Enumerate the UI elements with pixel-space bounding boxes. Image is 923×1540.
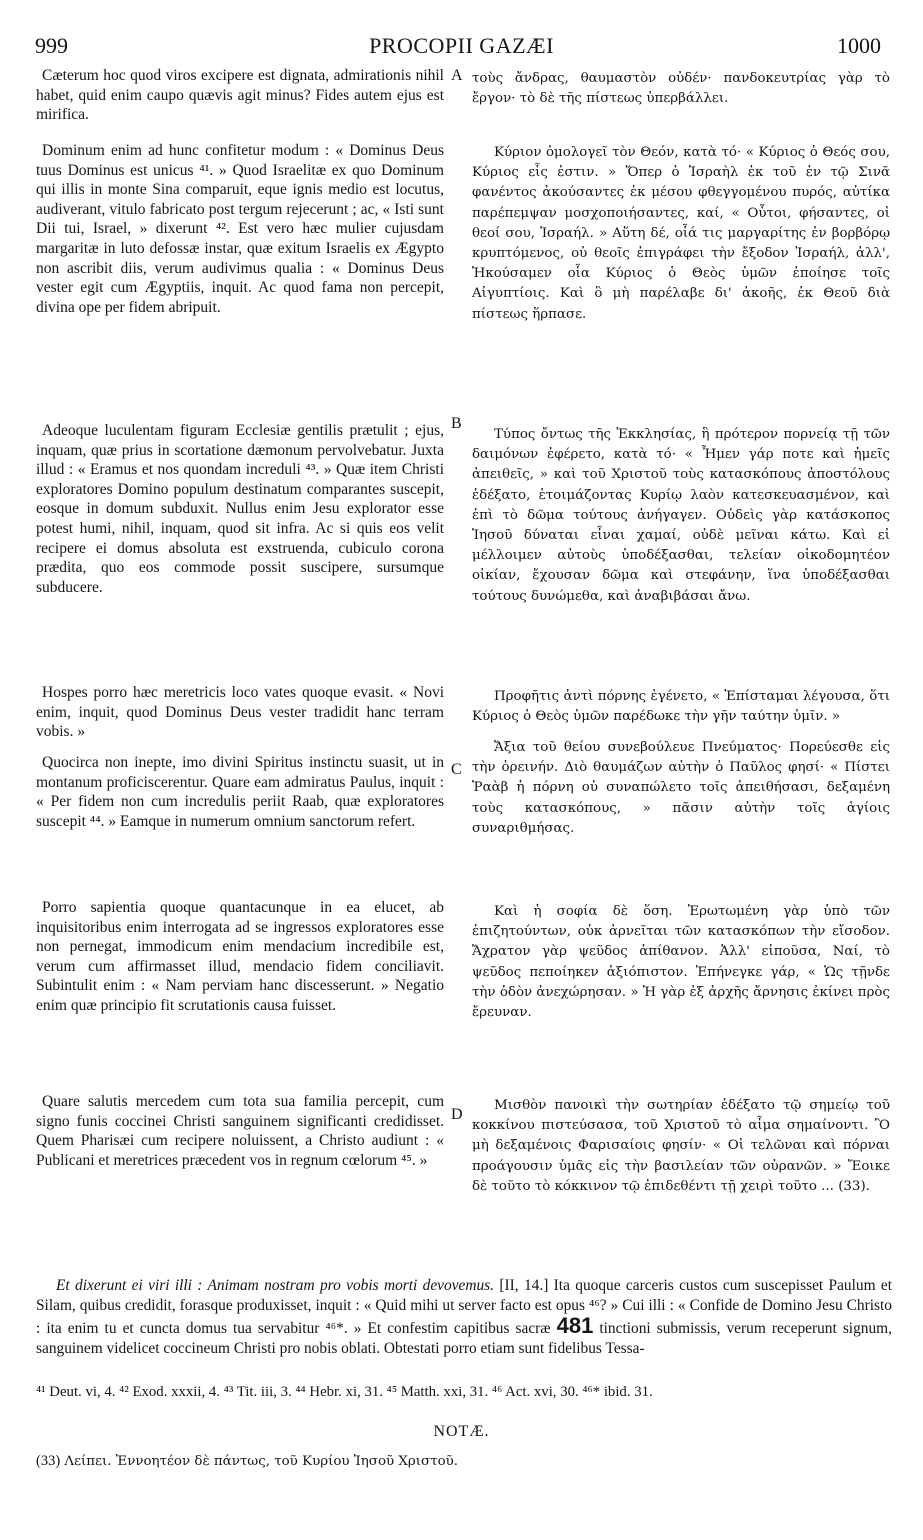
section-marker: B: [451, 415, 462, 432]
latin-paragraph: Porro sapientia quoque quantacunque in ea elucet, ab inquisitoribus enim interrogata ad se ingressos exploratores esse non pernegat, immodicum enim mendacium incredibile est, verum cum affirmasset illud, mendacio fidem conciliavit. Subintulit enim : « Nam perviam hanc discesserunt. » Negatio enim quæ principio fit scrutationis causa fuisset.: [36, 899, 444, 1014]
column-page-number: 481: [556, 1313, 594, 1338]
footnotes: ⁴¹ Deut. vi, 4. ⁴² Exod. xxxii, 4. ⁴³ Tit. iii, 3. ⁴⁴ Hebr. xi, 31. ⁴⁵ Matth. xxi, 31. ⁴⁶ Act. xvi, 30. ⁴⁶* ibid. 31.: [36, 1384, 653, 1400]
note-number: (33): [36, 1453, 61, 1469]
paragraph-text: tinctioni submissis, verum receperunt signum, sanguinem videlicet coccineum Christi pro nobis oblati. Obtestati porro etiam sunt fidelibus Tessa-: [36, 1320, 892, 1357]
scripture-lemma: Et dixerunt ei viri illi : Animam nostram pro vobis morti devovemus.: [56, 1277, 495, 1294]
section-marker: C: [451, 761, 462, 778]
page-number-left: 999: [35, 33, 68, 58]
section-marker: A: [451, 67, 463, 84]
latin-paragraph: Quocirca non inepte, imo divini Spiritus instinctu suasit, ut in montanum proficiscerentur. Quare eam admiratus Paulus, inquit : « Per fidem non cum incredulis periit Raab, quæ exploratores suscepit ⁴⁴. » Eamque in numerum omnium sanctorum refert.: [36, 754, 444, 830]
greek-paragraph: Ἄξια τοῦ θείου συνεβούλευε Πνεύματος· Πορεύεσθε εἰς τὴν ὀρεινήν. Διὸ θαυμάζων αὐτὴν ὁ Παῦλος φησί· « Πίστει Ῥαὰβ ἡ πόρνη οὐ συναπώλετο τοῖς ἀπειθήσασι, δεξαμένη τοὺς κατασκόπους, » πᾶσιν αὐτὴν τοῖς ἁγίοις συναριθμήσας.: [472, 740, 890, 836]
running-title: PROCOPII GAZÆI: [369, 33, 554, 58]
page-header: [0, 33, 923, 61]
latin-paragraph: Hospes porro hæc meretricis loco vates quoque evasit. « Novi enim, inquit, quod Dominus Deus vester tradidit hanc terram vobis. »: [36, 684, 444, 741]
greek-paragraph: Κύριον ὁμολογεῖ τὸν Θεόν, κατὰ τό· « Κύριος ὁ Θεός σου, Κύριος εἷς ἐστιν. » Ὅπερ ὁ Ἰσραὴλ ἐκ τοῦ ἐν τῷ Σινᾶ φανέντος ἀκούσαντες ἐκ μέσου φθεγγομένου πυρός, αὐτίκα παρέπεμψαν μοσχοποιήσαντες, καί, « Οὗτοι, φήσαντες, οἱ θεοί σου, Ἰσραήλ. » Αὕτη δέ, οἷά τις μαργαρίτης ἐν βορβόρῳ κρυπτόμενος, οὐ θεοῖς ἐπιγράφει τὴν ἔξοδον Ἰσραήλ, ἀλλ', Ἠκούσαμεν οἷα Κύριος ὁ Θεὸς ὑμῶν ἐποίησε τοῖς Αἰγυπτίοις. Καὶ ὃ μὴ παρέλαβε δι' ἀκοῆς, ἐκ Θεοῦ διὰ πίστεως ἥρπασε.: [472, 145, 890, 322]
notae-heading: NOTÆ.: [433, 1423, 490, 1440]
latin-paragraph: Quare salutis mercedem cum tota sua familia percepit, cum signo funis coccinei Christi sanguinem significanti credidisset. Quem Pharisæi cum recipere noluissent, a Christo audiunt : « Publicani et meretrices præcedent vos in regnum cœlorum ⁴⁵. »: [36, 1093, 444, 1169]
latin-paragraph: Cæterum hoc quod viros excipere est dignata, admirationis nihil habet, quid enim caupo quævis agit minus? Fides autem ejus est mirifica.: [36, 67, 444, 124]
greek-paragraph: τοὺς ἄνδρας, θαυμαστὸν οὐδέν· πανδοκευτρίας γὰρ τὸ ἔργον· τὸ δὲ τῆς πίστεως ὑπερβάλλει.: [472, 71, 890, 107]
latin-paragraph: Dominum enim ad hunc confitetur modum : « Dominus Deus tuus Dominus est unicus ⁴¹. » Quod Israelitæ ex quo Dominum qui illis in monte Sina comparuit, eque ignis medio est locutus, audiverant, vitulo fabricato post tergum rejecerunt ; ac, « Isti sunt Dii tui, Israel, » dixerunt ⁴². Est vero hæc mulier cujusdam margaritæ in luto defossæ instar, quæ exitum Israelis ex Ægypto non ascribit diis, verum audivimus qualia : « Dominus Deus vester egit cum Ægyptiis, inquit. Ac quod fama non percepit, divina ope per fidem abripuit.: [36, 142, 444, 316]
full-width-paragraph: [36, 1276, 892, 1359]
greek-paragraph: Καὶ ἡ σοφία δὲ ὅση. Ἐρωτωμένη γὰρ ὑπὸ τῶν ἐπιζητούντων, οὐκ ἀρνεῖται τῶν κατασκόπων τὴν εἴσοδον. Ἄχρατον γὰρ ψεῦδος ἀπίθανον. Ἀλλ' εἰποῦσα, Ναί, τὸ ψεῦδος πεποίηκεν ἀξιόπιστον. Ἐπήνεγκε γάρ, « Ὡς τῇνδε τὴν ὁδὸν ἀνεχώρησαν. » Ἡ γὰρ ἐξ ἀρχῆς ἄρνησις ἐκίνει πρὸς ἔρευναν.: [472, 904, 890, 1021]
latin-paragraph: Adeoque luculentam figuram Ecclesiæ gentilis prætulit ; ejus, inquam, quæ prius in scortatione dæmonum pervolvebatur. Juxta illud : « Eramus et nos quondam increduli ⁴³. » Quæ item Christi exploratores Domino populum destinatum comparantes suscepit, eosque in domum subduxit. Nullus enim Jesu explorator esse potest humi, nihil, inquam, quod sit infra. Ac si quis eos velit recipere ei domus absoluta est exstruenda, cubiculo corona prædita, quo eos commode possit suscipere, sursumque subducere.: [36, 422, 444, 596]
note-text: Λείπει. Ἐννοητέον δὲ πάντως, τοῦ Κυρίου Ἰησοῦ Χριστοῦ.: [60, 1454, 459, 1469]
paragraph-text: [II, 14.] Ita quoque carceris custos cum suscepisset Paulum et Silam, quibus credidit, forasque produxisset, inquit : « Quid mihi ut server facto est opus ⁴⁶? » Cui illi : « Confide de Domino Jesu Christo : ita enim tu et cuncta domus tua servabitur ⁴⁶*. » Et confestim capitibus sacræ: [36, 1277, 893, 1337]
greek-paragraph: Τύπος ὄντως τῆς Ἐκκλησίας, ἣ πρότερον πορνείᾳ τῇ τῶν δαιμόνων ἐφέρετο, κατὰ τό· « Ἦμεν γάρ ποτε καὶ ἡμεῖς ἀπειθεῖς, » καὶ τοῦ Χριστοῦ τοὺς κατασκόπους ἀποστόλους ἐδέξατο, ἑτοιμάζοντας Κυρίῳ λαὸν κατεσκευασμένον, καὶ ἐπὶ τὸ δῶμα τούτους ἀνήγαγεν. Οὐδεὶς γὰρ κατάσκοπος Ἰησοῦ δύναται εἶναι χαμαί, οὐδὲ μεῖναι κάτω. Καὶ εἰ μέλλοιμεν αὐτοὺς ὑποδέξασθαι, τελείαν οἰκοδομητέον οἰκίαν, ἔχουσαν δῶμα καὶ στεφάνην, ἵνα ὑποδέξασθαι τούτους δυνώμεθα, καὶ ἀναβιβάσαι ἄνω.: [472, 427, 890, 604]
greek-paragraph: Προφῆτις ἀντὶ πόρνης ἐγένετο, « Ἐπίσταμαι λέγουσα, ὅτι Κύριος ὁ Θεὸς ὑμῶν παρέδωκε τὴν γῆν ταύτην ὑμῖν. »: [472, 689, 890, 725]
section-marker: D: [451, 1106, 463, 1123]
page-number-right: 1000: [837, 33, 881, 58]
note-33: [36, 1451, 892, 1472]
greek-paragraph: Μισθὸν πανοικὶ τὴν σωτηρίαν ἐδέξατο τῷ σημείῳ τοῦ κοκκίνου πιστεύσασα, τοῦ Χριστοῦ τὸ αἷμα σημαίνοντι. Ὃ μὴ δεξαμένοις Φαρισαίοις φησίν· « Οἱ τελῶναι καὶ πόρναι προάγουσιν ὑμᾶς εἰς τὴν βασιλείαν τῶν οὐρανῶν. » Ἔοικε δὲ τοῦτο τὸ κόκκινον τῷ ἐπιδεθέντι τῇ χειρὶ τοῦτο ... (33).: [472, 1098, 890, 1194]
